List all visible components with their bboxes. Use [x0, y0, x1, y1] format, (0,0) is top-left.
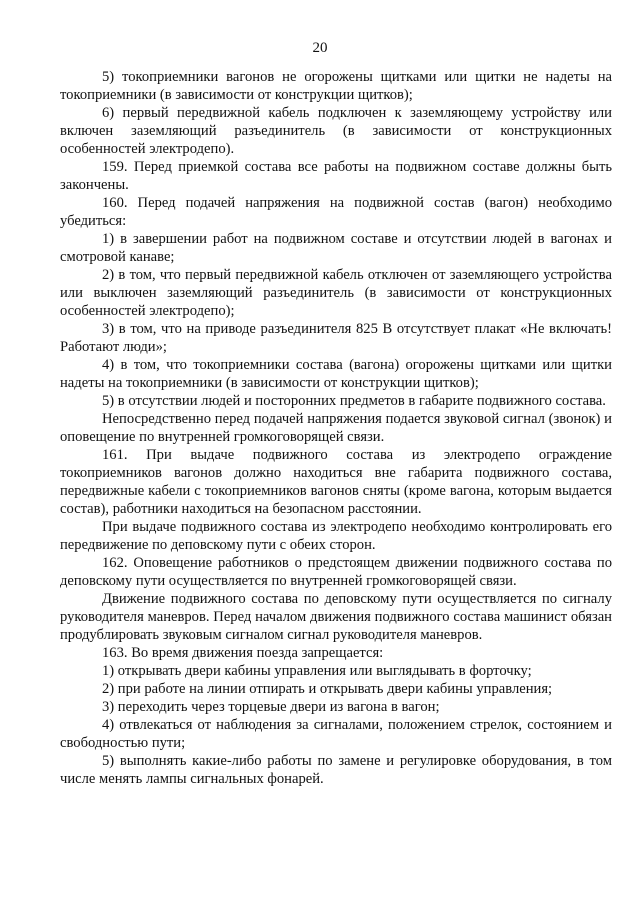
paragraph-162-maneuvers: Движение подвижного состава по деповскому пути осуществляется по сигналу руководителя маневров. Перед началом движения подвижного состава машинист обязан продублировать звуковым сигналом сигнал руководителя маневров. [60, 591, 612, 643]
paragraph-163-item-4: 4) отвлекаться от наблюдения за сигналами, положением стрелок, состоянием и свободностью пути; [60, 717, 612, 751]
paragraph-161-control: При выдаче подвижного состава из электродепо необходимо контролировать его передвижение по деповскому пути с обеих сторон. [60, 519, 612, 553]
paragraph-160-item-2: 2) в том, что первый передвижной кабель отключен от заземляющего устройства или выключен заземляющий разъединитель (в зависимости от конструкционных особенностей электродепо); [60, 267, 612, 319]
paragraph-163-item-3: 3) переходить через торцевые двери из вагона в вагон; [102, 699, 440, 715]
paragraph-163: 163. Во время движения поезда запрещается: [102, 645, 384, 661]
paragraph-160-item-5: 5) в отсутствии людей и посторонних предметов в габарите подвижного состава. [102, 393, 606, 409]
paragraph-161: 161. При выдаче подвижного состава из электродепо ограждение токоприемников вагонов должно находиться вне габарита подвижного состава, передвижные кабели с токоприемников вагонов сняты (кроме вагона, которым выдается состав), работники находиться на безопасном расстоянии. [60, 447, 612, 517]
paragraph-159: 159. Перед приемкой состава все работы на подвижном составе должны быть закончены. [60, 159, 612, 193]
paragraph-163-item-5: 5) выполнять какие-либо работы по замене и регулировке оборудования, в том числе менять лампы сигнальных фонарей. [60, 753, 612, 787]
paragraph-160-item-3: 3) в том, что на приводе разъединителя 825 В отсутствует плакат «Не включать! Работают люди»; [60, 321, 612, 355]
paragraph-160-item-1: 1) в завершении работ на подвижном составе и отсутствии людей в вагонах и смотровой канаве; [60, 231, 612, 265]
paragraph-160: 160. Перед подачей напряжения на подвижной состав (вагон) необходимо убедиться: [60, 195, 612, 229]
paragraph-163-item-2: 2) при работе на линии отпирать и открывать двери кабины управления; [102, 681, 553, 697]
paragraph-162: 162. Оповещение работников о предстоящем движении подвижного состава по деповскому пути осуществляется по внутренней громкоговорящей связи. [60, 555, 612, 589]
paragraph-160-item-4: 4) в том, что токоприемники состава (вагона) огорожены щитками или щитки надеты на токоприемники (в зависимости от конструкции щитков); [60, 357, 612, 391]
paragraph-163-item-1: 1) открывать двери кабины управления или выглядывать в форточку; [102, 663, 532, 679]
paragraph-item-5-shields: 5) токоприемники вагонов не огорожены щитками или щитки не надеты на токоприемники (в зависимости от конструкции щитков); [60, 69, 612, 103]
paragraph-signal-note: Непосредственно перед подачей напряжения подается звуковой сигнал (звонок) и оповещение по внутренней громкоговорящей связи. [60, 411, 612, 445]
document-body [60, 68, 612, 788]
page-number: 20 [312, 40, 328, 56]
paragraph-item-6-cable: 6) первый передвижной кабель подключен к заземляющему устройству или включен заземляющий разъединитель (в зависимости от конструкционных особенностей электродепо). [60, 105, 612, 157]
